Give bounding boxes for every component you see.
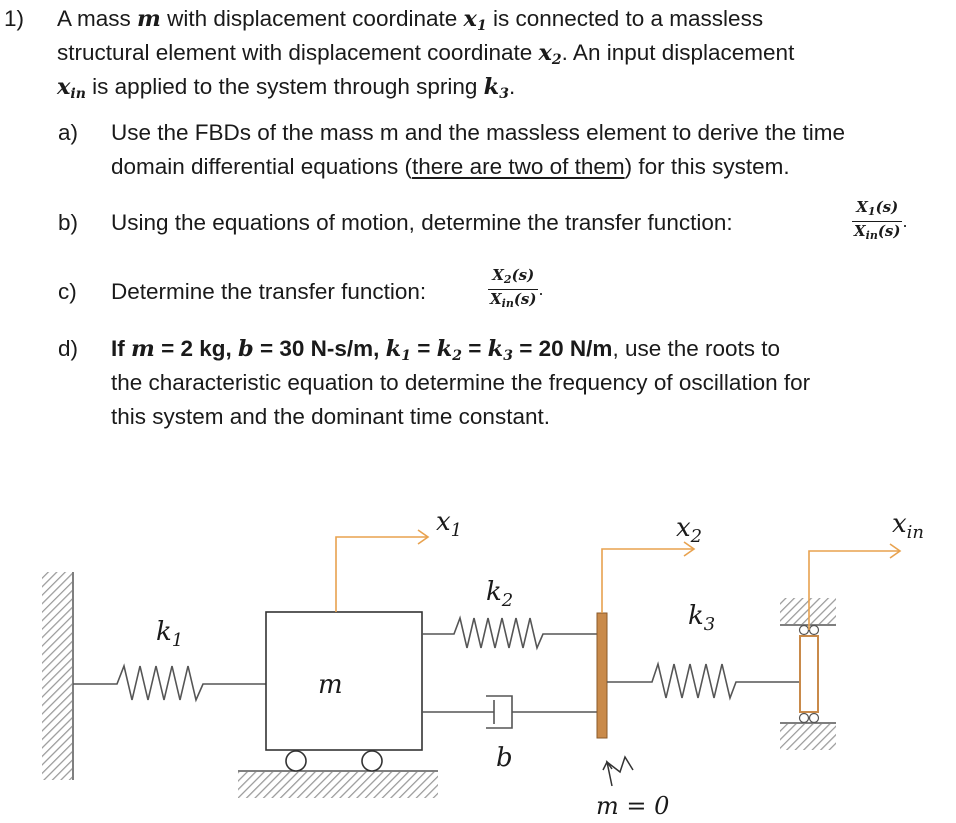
part-c-text: Determine the transfer function: xyxy=(111,279,427,304)
part-c-label: c) xyxy=(58,279,77,304)
part-d-label: d) xyxy=(58,336,79,361)
wheel-left xyxy=(286,751,306,771)
x2-arrow xyxy=(602,549,694,613)
label-x2: $x_2$ xyxy=(676,513,703,547)
massless-element xyxy=(597,613,607,738)
label-x1: $x_1$ xyxy=(436,507,463,541)
intro-line-2: structural element with displacement coordinate $x_2$. An input displacement xyxy=(57,40,795,68)
ground xyxy=(238,772,438,798)
label-b: b xyxy=(496,743,513,773)
part-a-line-1: Use the FBDs of the mass m and the massless element to derive the time xyxy=(111,120,846,145)
underlined-note: there are two of them xyxy=(412,154,625,179)
damper-b xyxy=(422,696,600,728)
part-d-line-3: this system and the dominant time constant. xyxy=(111,404,550,429)
label-k2: $k_2$ xyxy=(486,577,514,611)
label-xin: $x_{in}$ xyxy=(892,509,925,543)
label-k1: $k_1$ xyxy=(156,617,184,651)
intro-line-3: $x_{in}$ is applied to the system through spring $k_3$. xyxy=(57,74,516,102)
label-m-zero: m = 0 xyxy=(596,792,670,820)
part-a-label: a) xyxy=(58,120,79,145)
intro-line-1: A mass m with displacement coordinate $x_1$ is connected to a massless xyxy=(57,6,764,34)
roller-support-top xyxy=(780,598,836,624)
wheel-right xyxy=(362,751,382,771)
problem-number: 1) xyxy=(4,6,25,31)
part-b-text: Using the equations of motion, determine the transfer function: xyxy=(111,210,733,235)
transfer-function-x1-xin: $\frac{X_1(s)}{X_{in}(s)}$ . xyxy=(854,198,908,242)
pointer-squiggle xyxy=(607,757,633,786)
label-k3: $k_3$ xyxy=(688,601,716,635)
spring-k2 xyxy=(422,618,600,648)
left-wall xyxy=(42,572,72,780)
label-m: m xyxy=(318,670,343,700)
part-d-line-1: If m = 2 kg, b = 30 N-s/m, $k_1 = k_2 = k_3 = 20$ N/m, use the roots to xyxy=(111,336,781,364)
roller-support-bottom xyxy=(780,724,836,750)
part-b-label: b) xyxy=(58,210,79,235)
x1-arrow xyxy=(336,537,428,612)
spring-k3 xyxy=(607,664,800,698)
part-d-line-2: the characteristic equation to determine the frequency of oscillation for xyxy=(111,370,811,395)
input-bar xyxy=(800,636,818,712)
mass-block xyxy=(266,612,422,750)
spring-k1 xyxy=(73,666,266,700)
part-a-line-2: domain differential equations (there are two of them) for this system. xyxy=(111,154,790,179)
transfer-function-x2-xin: $\frac{X_2(s)}{X_{in}(s)}$ . xyxy=(490,266,544,310)
